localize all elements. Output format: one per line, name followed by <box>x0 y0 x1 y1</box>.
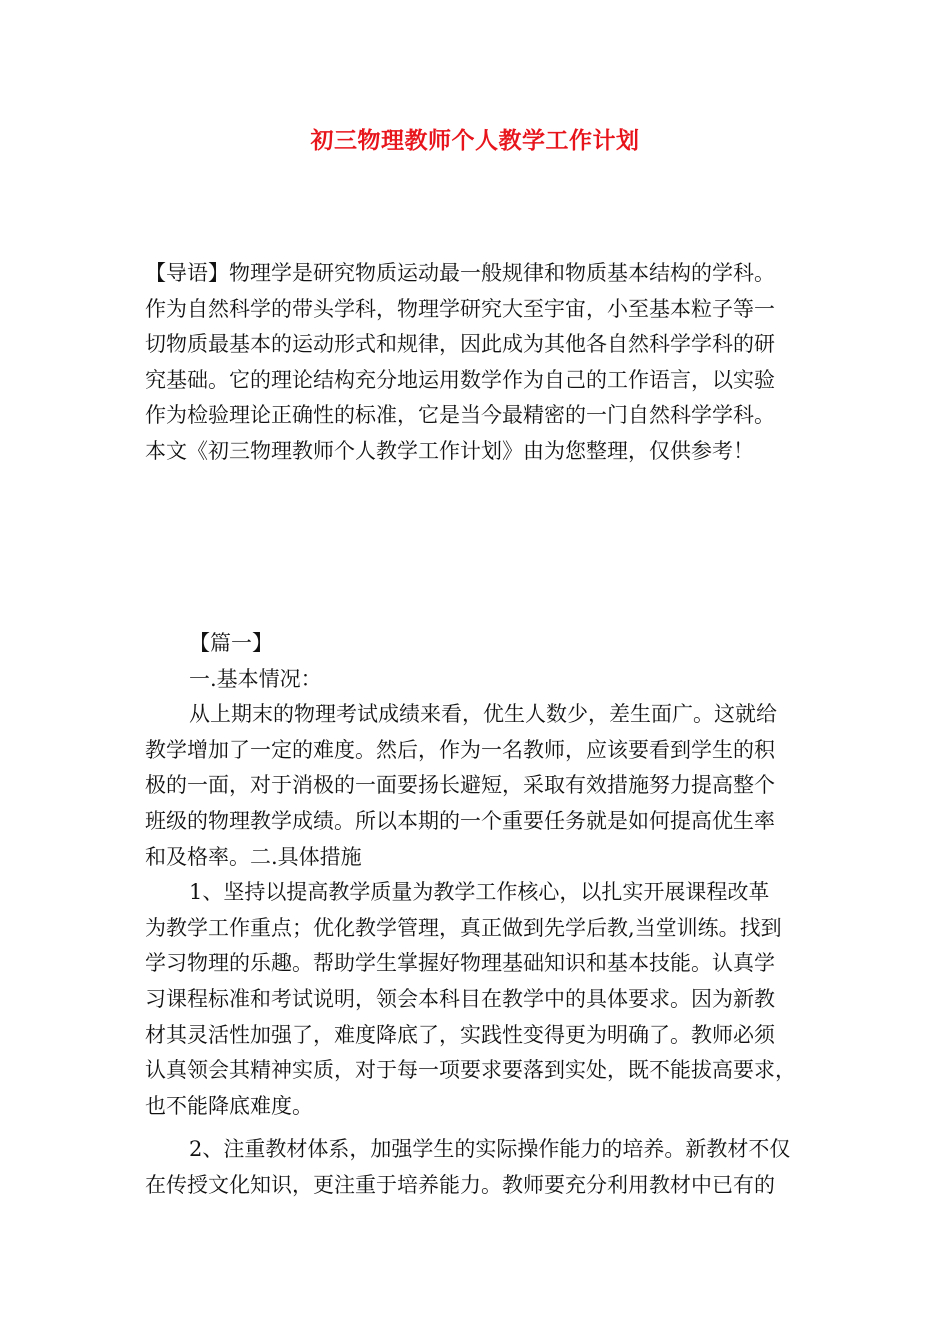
paragraph-line: 2、注重教材体系，加强学生的实际操作能力的培养。新教材不仅 <box>189 1137 791 1162</box>
paragraph-line: 也不能降底难度。 <box>145 1093 313 1118</box>
intro-line: 本文《初三物理教师个人教学工作计划》由为您整理，仅供参考！ <box>145 438 754 463</box>
intro-line: 切物质最基本的运动形式和规律，因此成为其他各自然科学学科的研 <box>145 332 775 356</box>
intro-line: 究基础。它的理论结构充分地运用数学作为自己的工作语言，以实验 <box>145 367 775 392</box>
paragraph-line: 教学增加了一定的难度。然后，作为一名教师，应该要看到学生的积 <box>145 737 775 762</box>
paragraph-line: 和及格率。二.具体措施 <box>145 844 362 869</box>
paragraph-line: 习课程标准和考试说明，领会本科目在教学中的具体要求。因为新教 <box>145 986 775 1011</box>
paragraph-line: 学习物理的乐趣。帮助学生掌握好物理基础知识和基本技能。认真学 <box>145 951 775 976</box>
section-label: 【篇一】 <box>189 631 273 655</box>
paragraph-spacer <box>145 1124 825 1132</box>
paragraph-line: 极的一面，对于消极的一面要扬长避短，采取有效措施努力提高整个 <box>145 773 775 798</box>
section-heading: 一.基本情况： <box>189 666 322 691</box>
paragraph-line: 材其灵活性加强了，难度降底了，实践性变得更为明确了。教师必须 <box>145 1022 775 1047</box>
paragraph-line: 1、坚持以提高教学质量为教学工作核心，以扎实开展课程改革 <box>189 880 770 905</box>
paragraph-line: 在传授文化知识，更注重于培养能力。教师要充分利用教材中已有的 <box>145 1172 775 1197</box>
intro-paragraph <box>145 256 807 469</box>
intro-line: 【导语】物理学是研究物质运动最一般规律和物质基本结构的学科。 <box>145 261 775 285</box>
intro-line: 作为检验理论正确性的标准，它是当今最精密的一门自然科学学科。 <box>145 403 775 427</box>
paragraph-line: 认真领会其精神实质，对于每一项要求要落到实处，既不能拔高要求， <box>145 1058 796 1083</box>
intro-line: 作为自然科学的带头学科，物理学研究大至宇宙，小至基本粒子等一 <box>145 296 775 321</box>
paragraph-line: 班级的物理教学成绩。所以本期的一个重要任务就是如何提高优生率 <box>145 808 775 833</box>
document-title: 初三物理教师个人教学工作计划 <box>310 127 640 154</box>
document-body <box>145 626 825 1204</box>
paragraph-line: 为教学工作重点；优化教学管理，真正做到先学后教,当堂训练。找到 <box>145 915 782 940</box>
paragraph-line: 从上期末的物理考试成绩来看，优生人数少，差生面广。这就给 <box>189 702 777 727</box>
